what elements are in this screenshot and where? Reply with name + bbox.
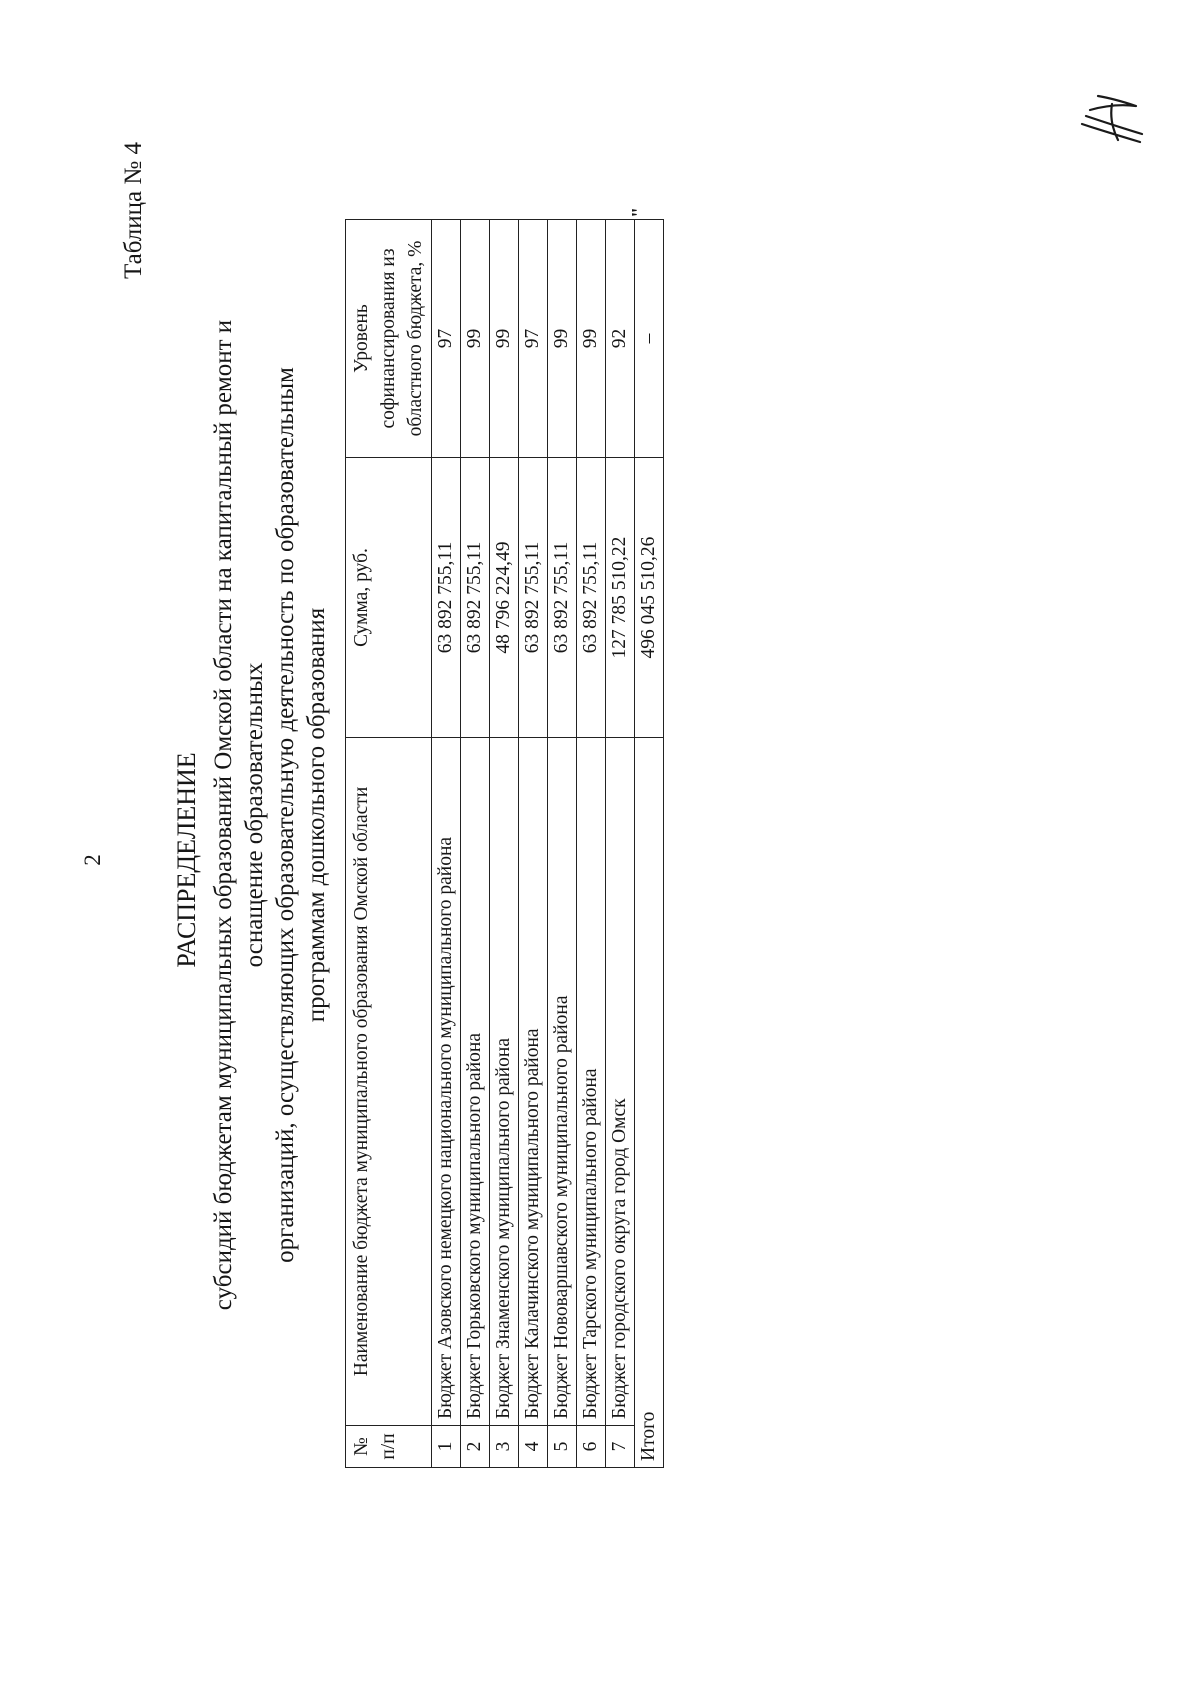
row-name: Бюджет Калачинского муниципального района: [519, 738, 548, 1426]
header-pct: Уровень софинансирования из областного бюджета, %: [346, 220, 432, 458]
total-label: Итого: [635, 738, 664, 1468]
row-num: 5: [548, 1426, 577, 1468]
table-row: [519, 220, 548, 1468]
table-row: [461, 220, 490, 1468]
table-row: [490, 220, 519, 1468]
table-total-row: [635, 220, 664, 1468]
row-name: Бюджет Тарского муниципального района: [577, 738, 606, 1426]
document-subtitle: [208, 265, 332, 1365]
header-name: Наименование бюджета муниципального образования Омской области: [346, 738, 432, 1426]
header-num: № п/п: [346, 1426, 432, 1468]
row-pct: 92: [606, 220, 635, 458]
row-name: Бюджет Азовского немецкого национального муниципального района: [432, 738, 461, 1426]
row-sum: 127 785 510,22: [606, 458, 635, 738]
row-num: 4: [519, 1426, 548, 1468]
row-sum: 63 892 755,11: [461, 458, 490, 738]
closing-quote: ": [628, 206, 650, 218]
row-pct: 97: [519, 220, 548, 458]
row-sum: 48 796 224,49: [490, 458, 519, 738]
row-sum: 63 892 755,11: [548, 458, 577, 738]
row-num: 1: [432, 1426, 461, 1468]
row-sum: 63 892 755,11: [519, 458, 548, 738]
row-name: Бюджет Нововаршавского муниципального района: [548, 738, 577, 1426]
total-sum: 496 045 510,26: [635, 458, 664, 738]
row-pct: 99: [490, 220, 519, 458]
subtitle-line: субсидий бюджетам муниципальных образований Омской области на капитальный ремонт и оснащение образовательных: [210, 319, 268, 1311]
subtitle-line: организаций, осуществляющих образовательную деятельность по образовательным: [272, 367, 299, 1263]
row-name: Бюджет Знаменского муниципального района: [490, 738, 519, 1426]
header-sum: Сумма, руб.: [346, 458, 432, 738]
table-row: [577, 220, 606, 1468]
row-num: 2: [461, 1426, 490, 1468]
subtitle-line: программам дошкольного образования: [303, 607, 330, 1023]
distribution-table: [345, 219, 664, 1468]
total-pct: –: [635, 220, 664, 458]
row-sum: 63 892 755,11: [577, 458, 606, 738]
document-title: РАСПРЕДЕЛЕНИЕ: [172, 752, 201, 968]
row-sum: 63 892 755,11: [432, 458, 461, 738]
row-pct: 99: [548, 220, 577, 458]
row-pct: 99: [461, 220, 490, 458]
table-row: [548, 220, 577, 1468]
table-row: [606, 220, 635, 1468]
table-header-row: [346, 220, 432, 1468]
rotated-document-page: [60, 70, 1170, 1650]
row-num: 6: [577, 1426, 606, 1468]
row-name: Бюджет городского округа город Омск: [606, 738, 635, 1426]
table-row: [432, 220, 461, 1468]
signature-icon: [1070, 90, 1150, 150]
row-pct: 97: [432, 220, 461, 458]
row-name: Бюджет Горьковского муниципального района: [461, 738, 490, 1426]
row-pct: 99: [577, 220, 606, 458]
page-number: 2: [80, 854, 105, 866]
table-label: Таблица № 4: [120, 142, 147, 280]
row-num: 7: [606, 1426, 635, 1468]
row-num: 3: [490, 1426, 519, 1468]
